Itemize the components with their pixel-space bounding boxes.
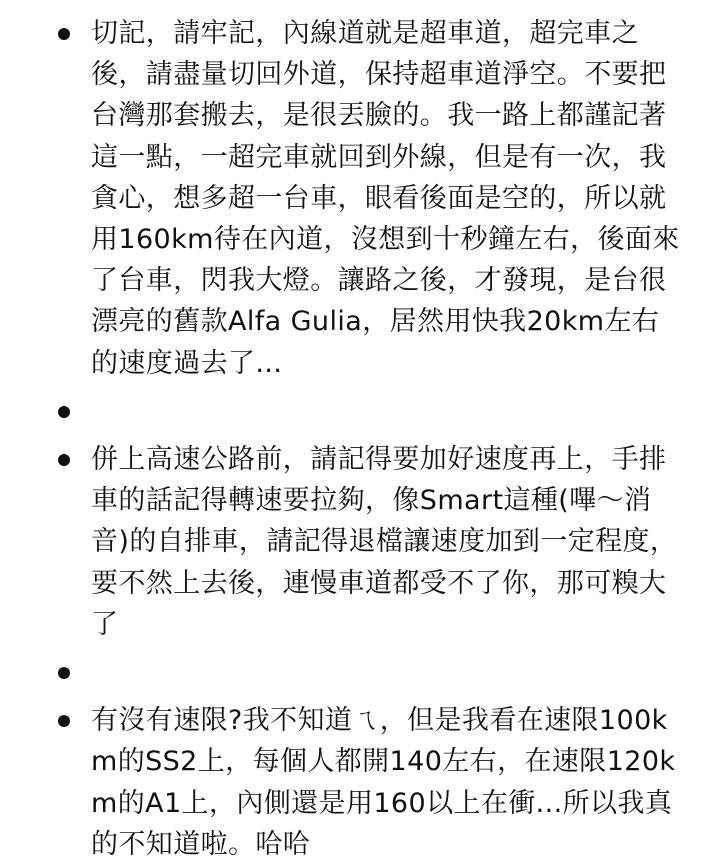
list-item-text: [91, 391, 681, 432]
bullet-icon: [58, 454, 70, 466]
bullet-icon: [58, 28, 70, 40]
list-item: [0, 13, 681, 384]
list-item-text: 有沒有速限?我不知道ㄟ，但是我看在速限100km的SS2上，每個人都開140左右，在速限120km的A1上，內側還是用160以上在衝...所以我真的不知道啦。哈哈: [91, 705, 676, 860]
bullet-icon: [58, 715, 70, 727]
list-item: [0, 700, 681, 865]
bullet-icon: [58, 406, 70, 418]
list-item: [0, 652, 681, 693]
bullet-list: [0, 13, 720, 865]
bullet-icon: [58, 667, 70, 679]
list-item: [0, 391, 681, 432]
list-item-text: [91, 652, 681, 693]
list-item-text: 切記，請牢記，內線道就是超車道，超完車之後，請盡量切回外道，保持超車道淨空。不要把台灣那套搬去，是很丟臉的。我一路上都謹記著這一點，一超完車就回到外線，但是有一次，我貪心，想多超一台車，眼看後面是空的，所以就用160km待在內道，沒想到十秒鐘左右，後面來了台車，閃我大燈。讓路之後，才發現，是台很漂亮的舊款Alfa Gulia，居然用快我20km左右的速度過去了...: [91, 18, 680, 379]
list-item-text: 併上高速公路前，請記得要加好速度再上，手排車的話記得轉速要拉夠，像Smart這種(嗶～消音)的自排車，請記得退檔讓速度加到一定程度，要不然上去後，連慢車道都受不了你，那可糗大了: [91, 444, 678, 640]
list-item: [0, 439, 681, 645]
